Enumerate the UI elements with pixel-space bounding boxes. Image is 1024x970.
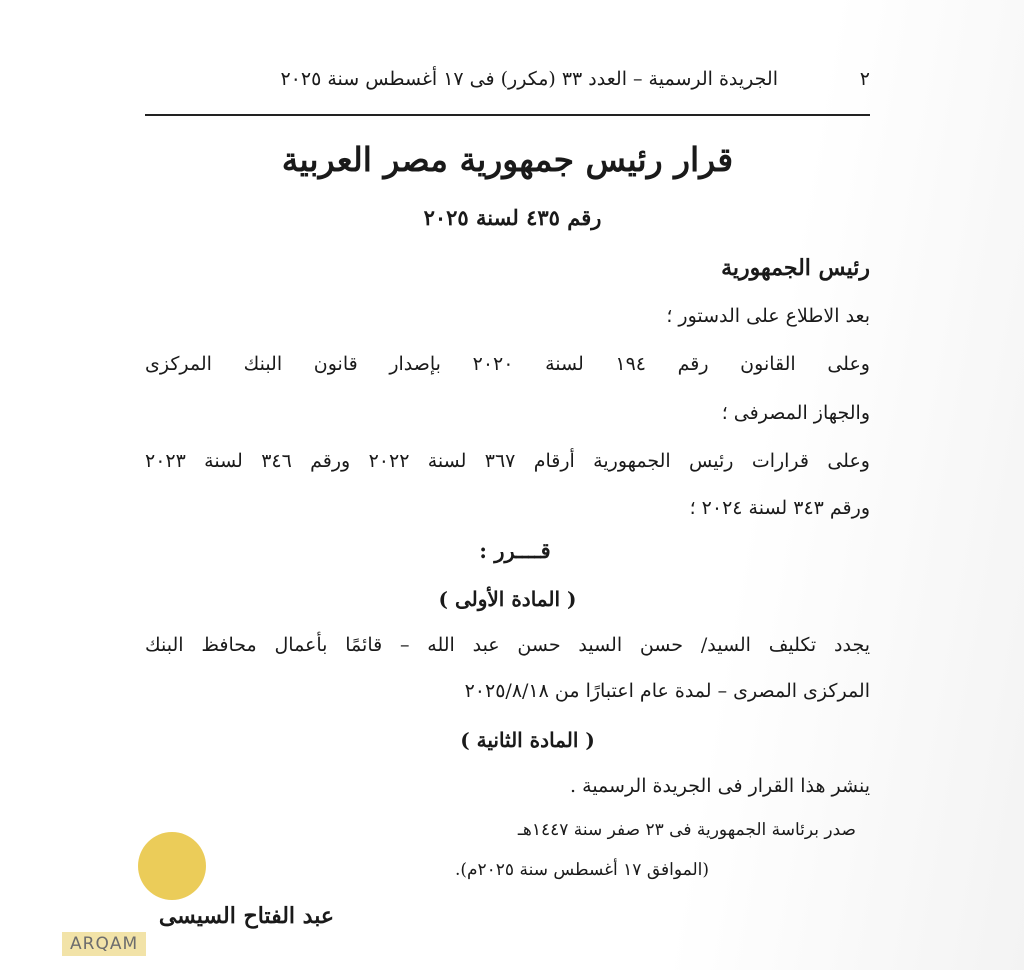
- page-number: ٢: [859, 68, 870, 90]
- preamble-line-2a: وعلى القانون رقم ١٩٤ لسنة ٢٠٢٠ بإصدار قانون البنك المركزى: [145, 353, 870, 375]
- issued-line-2: (الموافق ١٧ أغسطس سنة ٢٠٢٥م).: [454, 860, 709, 880]
- preamble-line-3a: وعلى قرارات رئيس الجمهورية أرقام ٣٦٧ لسنة ٢٠٢٢ ورقم ٣٤٦ لسنة ٢٠٢٣: [145, 450, 870, 472]
- article-2-heading: ( المادة الثانية ): [460, 728, 595, 752]
- president-heading: رئيس الجمهورية: [721, 255, 870, 281]
- watermark-label: ARQAM: [62, 932, 146, 956]
- running-header: [145, 68, 870, 98]
- decree-number: رقم ٤٣٥ لسنة ٢٠٢٥: [423, 205, 602, 230]
- preamble-line-2b: والجهاز المصرفى ؛: [721, 402, 870, 424]
- article-1-heading: ( المادة الأولى ): [438, 587, 577, 611]
- decree-title: قرار رئيس جمهورية مصر العربية: [281, 140, 734, 179]
- article-1-line-1: يجدد تكليف السيد/ حسن السيد حسن عبد الله – قائمًا بأعمال محافظ البنك: [145, 634, 870, 656]
- decided-heading: قــــرر :: [479, 538, 551, 563]
- issued-line-1: صدر برئاسة الجمهورية فى ٢٣ صفر سنة ١٤٤٧هـ: [517, 820, 856, 840]
- watermark-dot: [138, 832, 206, 900]
- gazette-issue-line: الجريدة الرسمية – العدد ٣٣ (مكرر) فى ١٧ أغسطس سنة ٢٠٢٥: [280, 68, 778, 90]
- header-divider: [145, 114, 870, 116]
- preamble-line-1: بعد الاطلاع على الدستور ؛: [666, 305, 870, 327]
- article-2-line-1: ينشر هذا القرار فى الجريدة الرسمية .: [570, 775, 870, 797]
- preamble-line-3b: ورقم ٣٤٣ لسنة ٢٠٢٤ ؛: [689, 497, 870, 519]
- signature: عبد الفتاح السيسى: [158, 903, 334, 929]
- article-1-line-2: المركزى المصرى – لمدة عام اعتبارًا من ٢٠٢٥/٨/١٨: [464, 680, 870, 702]
